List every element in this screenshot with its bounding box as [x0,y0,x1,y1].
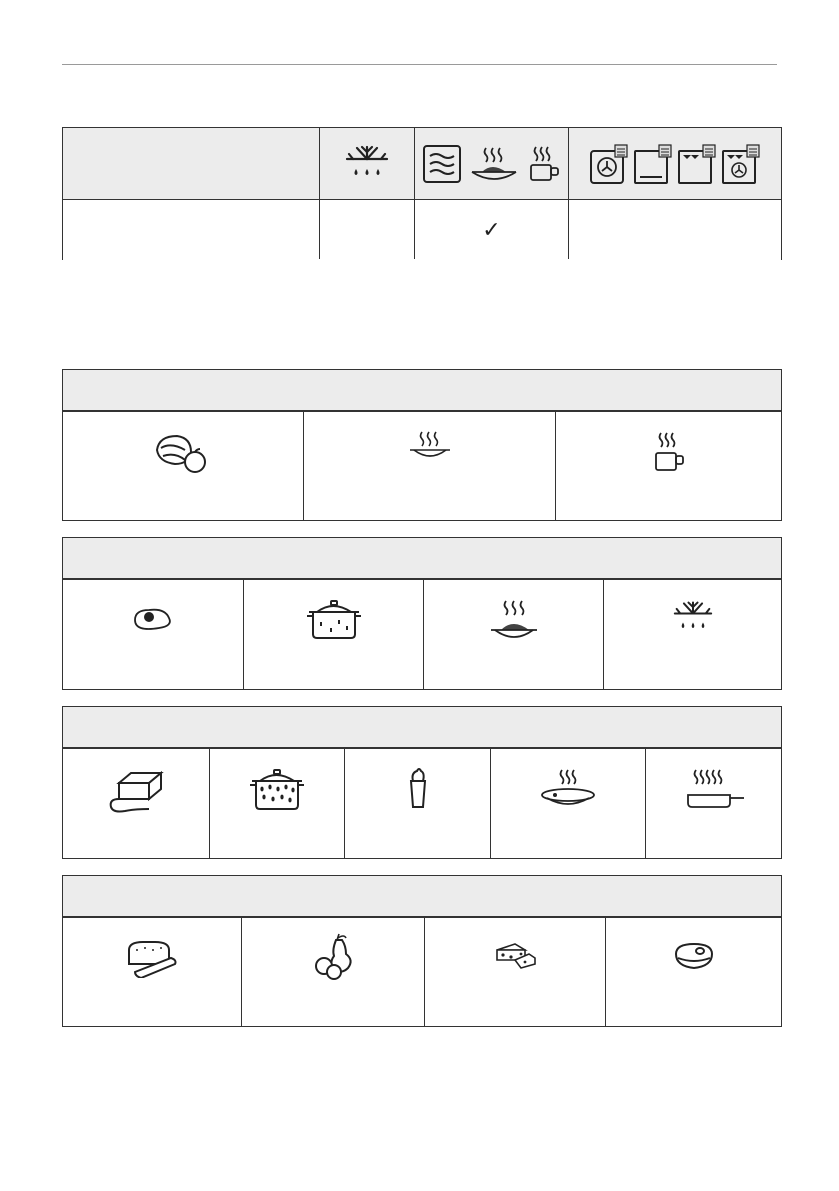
pot-bubbles-icon [246,767,308,813]
fruit-icon [310,930,356,982]
mode-table-row [63,200,781,260]
category-table-1 [62,369,782,521]
category-header [63,370,781,412]
grill-fan-program-icon [721,143,761,185]
meat-steak-icon [670,940,718,972]
header-programs-cell [569,128,781,199]
bread-icon [125,938,179,978]
header-label-cell [63,128,319,199]
cup-steam-icon [651,430,687,474]
category-cell [209,749,344,858]
microwave-icon [422,144,462,184]
mode-table-header-row [63,128,781,200]
category-cell [241,918,424,1026]
row-defrost-cell [320,200,414,260]
header-rule [62,64,777,65]
category-cell [603,580,781,689]
butter-melting-icon [105,763,167,817]
category-cell [423,580,603,689]
column-divider [319,128,320,259]
row-programs-cell [569,200,781,260]
category-cell [605,918,781,1026]
category-cell [63,412,303,520]
category-cell [303,412,555,520]
top-heat-program-icon [633,143,673,185]
grill-program-icon [677,143,717,185]
defrost-icon [345,143,389,185]
pan-steam-icon [682,767,746,813]
category-cell [645,749,781,858]
checkmark: ✓ [482,217,501,242]
column-divider [568,128,569,259]
category-cell [63,580,243,689]
dish-steam-icon [487,598,541,644]
category-cell [344,749,490,858]
dish-steam-icon [406,430,454,466]
header-microwave-cell [415,128,568,199]
mode-table [62,127,782,260]
plate-steam-icon [539,767,597,811]
row-label-cell [63,200,319,260]
defrost-icon [673,598,713,638]
egg-icon [131,604,175,634]
category-header [63,538,781,580]
category-cell [555,412,781,520]
category-table-3 [62,706,782,859]
column-divider [414,128,415,259]
category-cell [63,749,209,858]
category-header [63,876,781,918]
category-table-2 [62,537,782,690]
dish-steam-icon [468,144,520,184]
cup-steam-icon [526,144,562,184]
pot-icon [303,598,365,642]
category-cell [424,918,605,1026]
category-table-4 [62,875,782,1027]
vegetables-icon [151,430,215,474]
fan-program-icon [589,143,629,185]
header-defrost-cell [320,128,414,199]
category-cell [63,918,241,1026]
category-cell [490,749,645,858]
row-microwave-cell [415,200,568,260]
category-cell [243,580,423,689]
yogurt-cup-icon [403,763,433,815]
category-header [63,707,781,749]
cheese-icon [493,940,537,970]
